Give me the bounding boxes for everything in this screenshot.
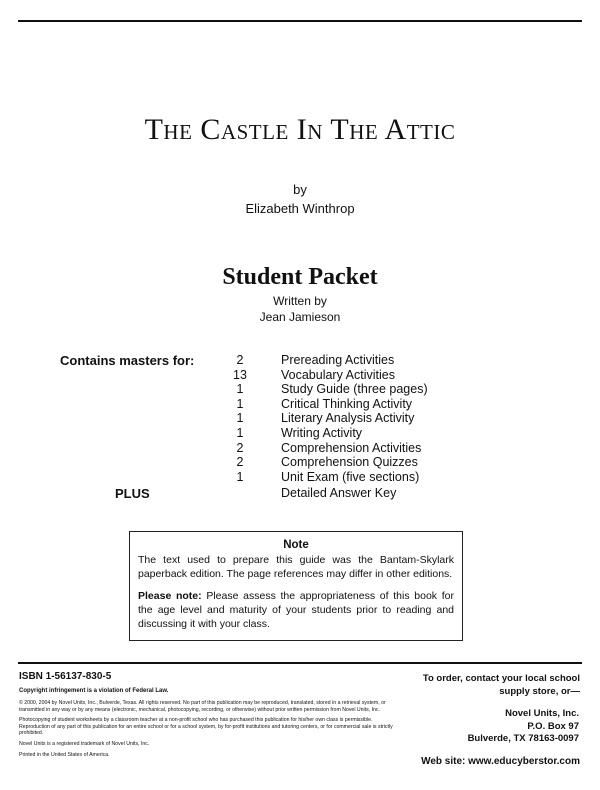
note-heading: Note	[283, 539, 309, 551]
note-box	[129, 531, 463, 641]
note-warning	[138, 589, 454, 631]
contents-row	[220, 397, 428, 412]
author-name: Elizabeth Winthrop	[245, 201, 355, 216]
contents-activity: Literary Analysis Activity	[281, 411, 415, 426]
contents-activity: Unit Exam (five sections)	[281, 469, 420, 484]
legal-paragraph: Photocopying of student worksheets by a classroom teacher at a non-profit school who has purchased this publication for his/her own class is permissible. Reproduction of any part of this publication for an entire school or for a school system, by for-profit institutions and tutoring centers, or for commercial sale is strictly prohibited.	[19, 717, 393, 737]
contents-qty: 1	[236, 411, 244, 426]
plus-label: PLUS	[115, 486, 150, 501]
website: Web site: www.educyberstor.com	[421, 756, 580, 767]
legal-paragraph: Novel Units is a registered trademark of Novel Units, Inc.	[19, 740, 150, 747]
order-line: To order, contact your local school	[422, 673, 580, 684]
contents-row	[220, 353, 428, 368]
order-line: supply store, or—	[499, 685, 580, 697]
contents-activity: Writing Activity	[281, 425, 363, 440]
contents-activity: Vocabulary Activities	[281, 367, 395, 382]
written-by-label: Written by	[273, 294, 327, 308]
contents-row	[220, 382, 428, 397]
contents-activity: Critical Thinking Activity	[281, 396, 413, 411]
by-label: by	[293, 182, 307, 197]
contents-activity: Study Guide (three pages)	[281, 382, 428, 397]
packet-title: Student Packet	[222, 264, 378, 290]
contents-list	[220, 353, 428, 484]
contents-activity: Comprehension Activities	[281, 440, 422, 455]
note-body: The text used to prepare this guide was the Bantam-Skylark paperback edition. The page references may differ in other editions.	[138, 554, 454, 580]
copyright-notice: Copyright infringement is a violation of Federal Law.	[19, 688, 169, 694]
order-instructions	[380, 673, 580, 698]
contains-label: Contains masters for:	[60, 353, 195, 368]
please-note-text: Please assess the appropriateness of this book for the age level and maturity of your students prior to reading and discussing it with your class.	[138, 590, 454, 630]
contents-row	[220, 426, 428, 441]
contents-qty: 13	[233, 367, 247, 382]
publisher-po-box: P.O. Box 97	[527, 720, 579, 732]
isbn: ISBN 1-56137-830-5	[19, 671, 112, 682]
contents-qty: 1	[236, 425, 244, 440]
legal-paragraph: © 2000, 2004 by Novel Units, Inc., Bulverde, Texas. All rights reserved. No part of this publication may be reproduced, translated, stored in a retrieval system, or transmitted in any way or by any means (electronic, mechanical, photocopying, recording, or otherwise) without prior written permission from Novel Units, Inc.	[19, 700, 386, 713]
contents-row	[220, 470, 428, 485]
contents-row	[220, 368, 428, 383]
contents-qty: 1	[236, 469, 244, 484]
legal-paragraph: Printed in the United States of America.	[19, 751, 110, 758]
bottom-rule	[18, 662, 582, 664]
contents-qty: 1	[236, 396, 244, 411]
book-title: The Castle In The Attic	[144, 113, 456, 146]
contents-qty: 2	[236, 353, 244, 367]
contents-row	[220, 411, 428, 426]
publisher-city: Bulverde, TX 78163-0097	[467, 733, 579, 744]
contents-qty: 1	[236, 382, 244, 397]
plus-item: Detailed Answer Key	[281, 486, 397, 500]
publisher-name: Novel Units, Inc.	[505, 708, 579, 719]
publisher-address	[379, 708, 579, 746]
contents-qty: 2	[236, 455, 244, 470]
top-rule	[18, 20, 582, 22]
contents-row	[220, 441, 428, 456]
contents-row	[220, 455, 428, 470]
writer-name: Jean Jamieson	[259, 310, 341, 324]
contents-activity: Comprehension Quizzes	[281, 455, 418, 470]
please-note-label: Please note:	[138, 590, 202, 602]
contents-qty: 2	[236, 440, 244, 455]
contents-activity: Prereading Activities	[281, 353, 395, 367]
legal-text	[19, 700, 395, 762]
